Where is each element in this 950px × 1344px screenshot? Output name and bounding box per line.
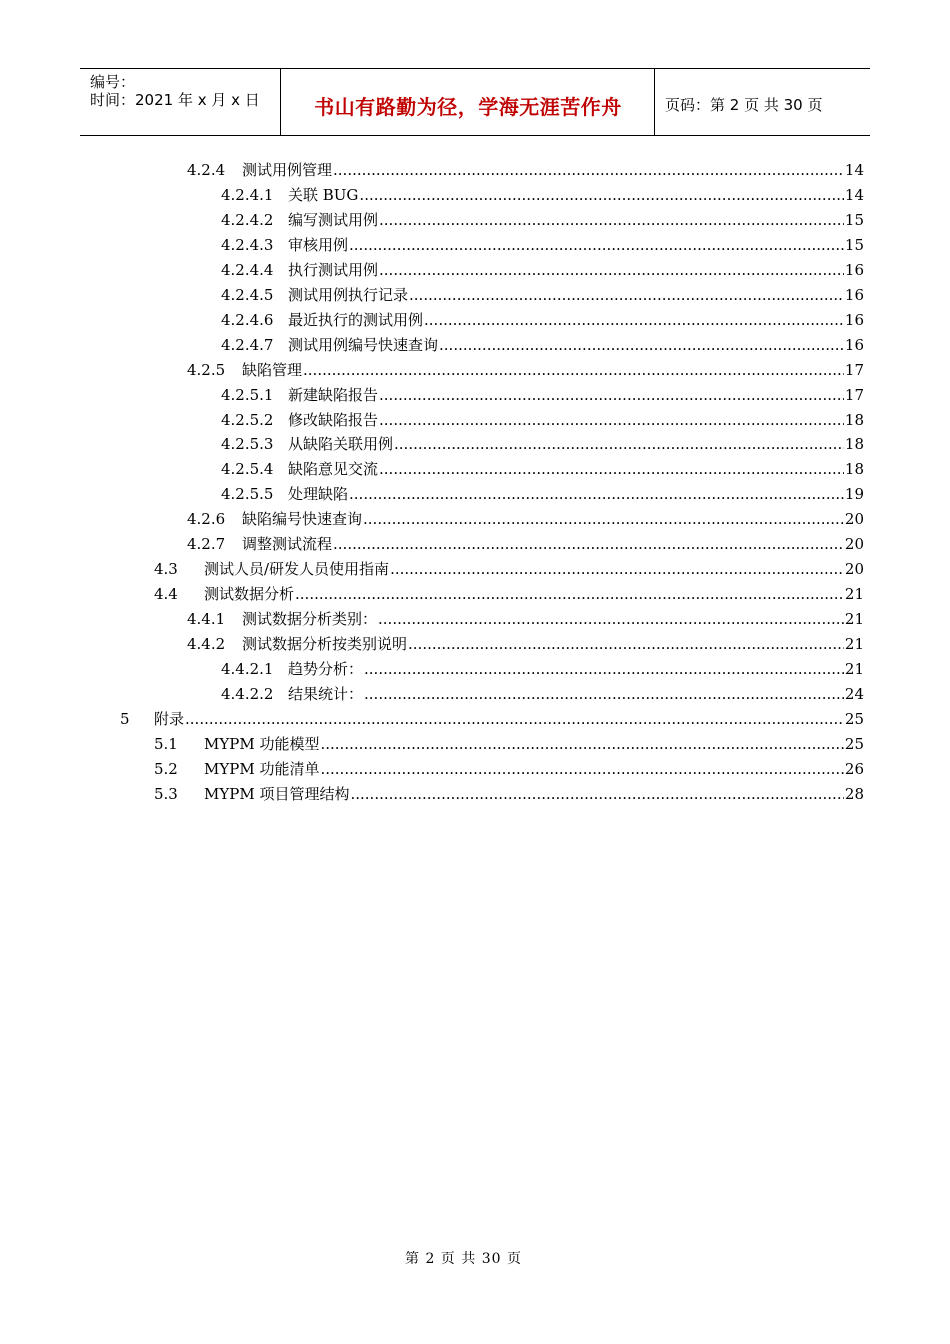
toc-entry-title: 测试人员/研发人员使用指南 xyxy=(204,560,390,579)
toc-entry-number: 4.2.4.5 xyxy=(221,285,274,304)
toc-entry-title: 最近执行的测试用例 xyxy=(288,310,424,329)
toc-dot-leader xyxy=(378,607,844,632)
toc-entry-page: 14 xyxy=(844,185,864,204)
toc-entry-number: 4.3 xyxy=(154,560,178,579)
toc-entry[interactable] xyxy=(221,657,864,682)
toc-entry-title: 结果统计： xyxy=(288,684,364,703)
toc-entry-title: 关联 BUG xyxy=(288,185,359,204)
toc-entry[interactable] xyxy=(154,782,864,807)
toc-entry-page: 18 xyxy=(844,410,864,429)
toc-dot-leader xyxy=(350,782,843,807)
toc-entry[interactable] xyxy=(221,308,864,333)
toc-entry[interactable] xyxy=(221,208,864,233)
toc-entry[interactable] xyxy=(187,507,864,532)
toc-entry-title: 新建缺陷报告 xyxy=(288,385,379,404)
time-label: 时间：2021 年 x 月 x 日 xyxy=(90,91,260,109)
toc-entry-number: 4.4.2 xyxy=(187,635,226,654)
toc-entry-number: 4.4.2.1 xyxy=(221,660,274,678)
toc-entry-number: 4.2.5.4 xyxy=(221,460,274,479)
toc-entry[interactable] xyxy=(154,757,864,782)
toc-entry-page: 28 xyxy=(844,784,864,803)
toc-dot-leader xyxy=(349,233,844,258)
toc-entry-number: 4.4.2.2 xyxy=(221,684,274,703)
toc-entry-page: 25 xyxy=(844,709,864,728)
toc-dot-leader xyxy=(424,308,844,333)
toc-entry[interactable] xyxy=(221,457,864,482)
toc-entry-title: 测试数据分析 xyxy=(204,585,295,604)
toc-entry[interactable] xyxy=(120,707,864,732)
toc-entry-page: 16 xyxy=(844,335,864,354)
toc-entry-number: 4.2.5.3 xyxy=(221,435,274,454)
toc-dot-leader xyxy=(320,757,843,782)
toc-entry[interactable] xyxy=(154,557,864,582)
toc-entry-page: 19 xyxy=(844,485,864,504)
toc-entry-number: 5.3 xyxy=(154,784,178,803)
toc-entry-page: 18 xyxy=(844,460,864,479)
toc-entry[interactable] xyxy=(187,532,864,557)
toc-dot-leader xyxy=(364,682,844,707)
toc-entry[interactable] xyxy=(221,258,864,283)
toc-entry-number: 4.2.4.2 xyxy=(221,210,274,229)
page-footer: 第 2 页 共 30 页 xyxy=(405,1251,522,1267)
code-label: 编号： xyxy=(90,73,136,91)
toc-entry-title: 修改缺陷报告 xyxy=(288,410,379,429)
toc-entry-page: 16 xyxy=(844,285,864,304)
toc-entry-title: 处理缺陷 xyxy=(288,485,349,504)
toc-dot-leader xyxy=(363,507,844,532)
toc-dot-leader xyxy=(295,582,844,607)
toc-entry-title: 编写测试用例 xyxy=(288,210,379,229)
toc-entry-number: 4.2.5.2 xyxy=(221,410,274,429)
toc-dot-leader xyxy=(379,383,844,408)
toc-entry-title: 从缺陷关联用例 xyxy=(288,435,394,454)
toc-entry[interactable] xyxy=(221,333,864,358)
toc-entry-page: 16 xyxy=(844,260,864,279)
toc-dot-leader xyxy=(394,432,844,457)
toc-entry-title: 测试用例编号快速查询 xyxy=(288,335,439,354)
toc-entry-title: 趋势分析： xyxy=(288,660,364,678)
toc-entry[interactable] xyxy=(221,383,864,408)
toc-entry-title: 测试数据分析按类别说明 xyxy=(242,635,408,654)
toc-dot-leader xyxy=(390,557,844,582)
toc-entry[interactable] xyxy=(187,358,864,383)
toc-entry-page: 21 xyxy=(844,660,864,678)
toc-entry-number: 4.2.4.3 xyxy=(221,235,274,254)
toc-entry-number: 4.2.5.5 xyxy=(221,485,274,504)
toc-entry-title: 测试用例管理 xyxy=(242,161,333,179)
toc-entry-number: 4.2.7 xyxy=(187,535,226,554)
toc-entry-title: 测试数据分析类别： xyxy=(242,610,378,629)
toc-entry-title: 缺陷管理 xyxy=(242,360,303,379)
toc-entry[interactable] xyxy=(187,607,864,632)
toc-dot-leader xyxy=(409,283,844,308)
toc-entry-number: 5 xyxy=(120,709,130,728)
toc-entry-number: 4.2.4.1 xyxy=(221,185,274,204)
toc-entry-number: 4.2.4.7 xyxy=(221,335,274,354)
toc-dot-leader xyxy=(379,408,844,433)
toc-entry-number: 4.2.5 xyxy=(187,360,226,379)
toc-entry-page: 20 xyxy=(844,535,864,554)
toc-dot-leader xyxy=(408,632,844,657)
toc-entry-page: 15 xyxy=(844,210,864,229)
toc-entry-number: 4.4 xyxy=(154,585,178,604)
toc-entry[interactable] xyxy=(221,183,864,208)
toc-entry-title: 测试用例执行记录 xyxy=(288,285,409,304)
header-info-cell xyxy=(80,69,281,135)
header-page-info: 页码：第 2 页 共 30 页 xyxy=(665,96,823,114)
toc-entry-title: 执行测试用例 xyxy=(288,260,379,279)
toc-entry[interactable] xyxy=(221,283,864,308)
header-motto: 书山有路勤为径，学海无涯苦作舟 xyxy=(314,95,622,119)
toc-dot-leader xyxy=(185,707,844,732)
toc-dot-leader xyxy=(333,158,844,183)
toc-entry-title: MYPM 功能模型 xyxy=(204,734,320,753)
toc-entry-number: 4.2.4.4 xyxy=(221,260,274,279)
toc-entry[interactable] xyxy=(221,233,864,258)
toc-dot-leader xyxy=(349,482,844,507)
toc-entry-page: 20 xyxy=(844,560,864,579)
toc-entry[interactable] xyxy=(221,482,864,507)
toc-entry-title: 缺陷意见交流 xyxy=(288,460,379,479)
toc-entry-number: 4.2.5.1 xyxy=(221,385,274,404)
toc-entry-number: 4.2.6 xyxy=(187,510,226,529)
toc-entry-number: 4.2.4.6 xyxy=(221,310,274,329)
toc-entry[interactable] xyxy=(187,158,864,183)
toc-dot-leader xyxy=(379,258,844,283)
toc-dot-leader xyxy=(439,333,844,358)
toc-entry-title: MYPM 项目管理结构 xyxy=(204,784,350,803)
toc-entry-number: 5.2 xyxy=(154,759,178,778)
toc-entry-title: 缺陷编号快速查询 xyxy=(242,510,363,529)
toc-entry[interactable] xyxy=(221,682,864,707)
toc-entry-page: 24 xyxy=(844,684,864,703)
toc-entry[interactable] xyxy=(221,408,864,433)
toc-entry-page: 26 xyxy=(844,759,864,778)
toc-entry-page: 16 xyxy=(844,310,864,329)
toc-entry-page: 15 xyxy=(844,235,864,254)
toc-dot-leader xyxy=(379,208,844,233)
toc-dot-leader xyxy=(333,532,844,557)
toc-entry-page: 17 xyxy=(844,360,864,379)
toc-entry-title: 审核用例 xyxy=(288,235,349,254)
toc-entry-page: 21 xyxy=(844,635,864,654)
toc-entry[interactable] xyxy=(154,582,864,607)
toc-entry-page: 20 xyxy=(844,510,864,529)
toc-entry-number: 4.4.1 xyxy=(187,610,226,629)
toc-dot-leader xyxy=(303,358,844,383)
toc-entry-page: 21 xyxy=(844,585,864,604)
header-page-cell xyxy=(655,69,870,135)
toc-entry-title: 附录 xyxy=(154,709,185,728)
toc-entry-title: MYPM 功能清单 xyxy=(204,759,320,778)
toc-entry-page: 25 xyxy=(844,734,864,753)
page-header xyxy=(80,68,870,136)
toc-entry-page: 14 xyxy=(844,161,864,179)
toc-entry-page: 17 xyxy=(844,385,864,404)
header-motto-cell xyxy=(281,69,655,135)
toc-entry-number: 5.1 xyxy=(154,734,178,753)
toc-entry-number: 4.2.4 xyxy=(187,161,226,179)
toc-entry[interactable] xyxy=(221,432,864,457)
toc-dot-leader xyxy=(364,657,844,682)
toc-entry-page: 21 xyxy=(844,610,864,629)
toc-dot-leader xyxy=(379,457,844,482)
toc-entry-page: 18 xyxy=(844,435,864,454)
toc-entry-title: 调整测试流程 xyxy=(242,535,333,554)
toc-dot-leader xyxy=(359,183,843,208)
toc-entry[interactable] xyxy=(187,632,864,657)
toc-dot-leader xyxy=(320,732,843,757)
toc-entry[interactable] xyxy=(154,732,864,757)
